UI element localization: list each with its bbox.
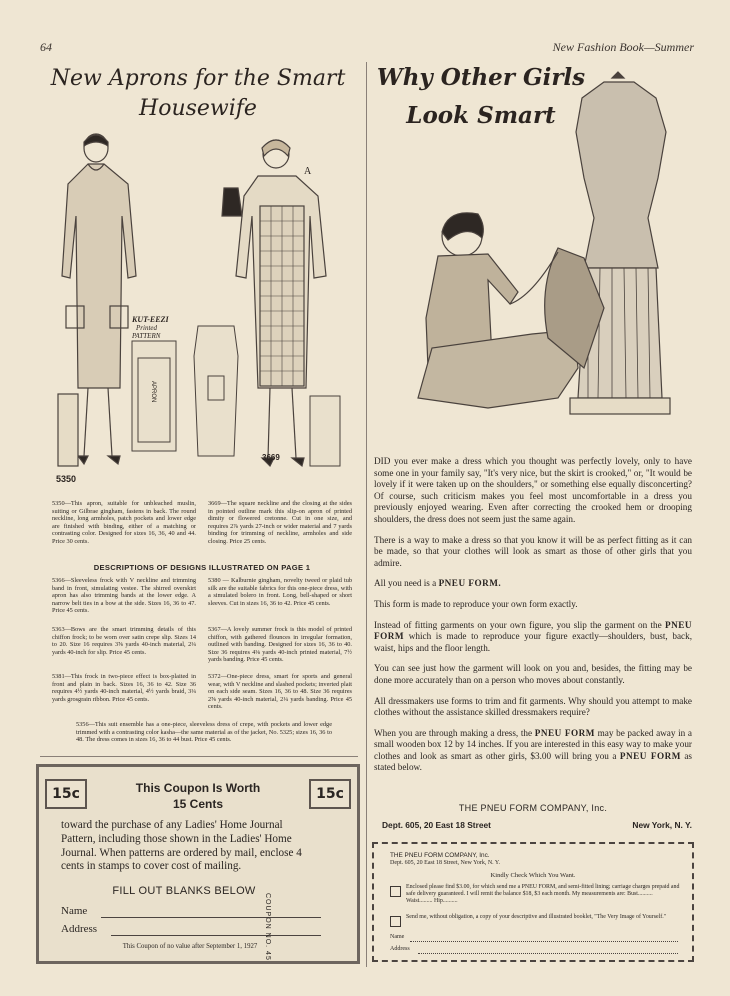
coupon-price-left: 15c [45,779,87,809]
order-address-label: Address [390,946,410,952]
coupon-name-field[interactable] [101,917,321,918]
right-title-line2: Look Smart [406,102,556,129]
coupon-address-field[interactable] [111,935,321,936]
pattern-pattern-label: PATTERN [132,332,161,340]
left-title-line2: Housewife [139,96,257,121]
coupon-title-line2: 15 Cents [172,797,224,811]
pneu-body [374,456,692,783]
right-title-line1: Why Other Girls [376,64,586,91]
order-address-field[interactable] [418,953,678,954]
coupon-name-label: Name [61,905,88,917]
order-name-label: Name [390,934,405,940]
para-3-pre: All you need is a [374,578,439,589]
para-7: All dressmakers use forms to trim and fit garments. Why should you attempt to make clothes without the assistance skilled dressmakers require? [374,695,692,718]
apron-illustrations [48,126,348,492]
order-checkbox-booklet[interactable] [390,916,401,927]
pattern-brand-label: KUT-EEZI [132,315,169,324]
desc-5366: 5366—Sleeveless frock with V neckline and trimming band in front, simulating vestee. The shirred overskirt apron has also trimming bands at the lower edge. A narrow belt ties in a bow at the side. Sizes 16, 36 to 47. Price 45 cents. [52,577,196,615]
para-4: This form is made to reproduce your own form exactly. [374,598,578,609]
para-1-text: DID you ever make a dress which you thought was perfectly lovely, only to have some one in your family say, "It's very nice, but the skirt is crooked," or, "It would be lovely if it were taken up on the shoulders," or something else equally disconcerting? Of course, such criticism makes you feel most uncomfortable in a dress you previously enjoyed wearing. Even after correcting the crooked hem or drooping shoulders, the dress does not seem just the same again. [374,456,692,524]
para-5-pre: Instead of fitting garments on your own figure, you slip the garment on the [374,619,665,630]
company-name: THE PNEU FORM COMPANY, Inc. [458,803,608,813]
para-5 [374,620,692,655]
desc-3669: 3669—The square neckline and the closing at the sides in pointed outline mark this slip-on apron of printed dimity or flowered cretonne. Cut in one size, and requires 2⅞ yards 27-inch or wider material and 7 yards binding for trimming of neckline, armholes and side closing. Price 25 cents. [208,500,352,545]
para-8-post: as stated below. [374,750,693,773]
product-name-2: PNEU FORM [374,619,692,642]
desc-5356: 5356—This suit ensemble has a one-piece, sleeveless dress of crepe, with pockets and lower edge trimmed with a contrasting color kasha—the same material as of the jacket, No. 5325; sizes 16, 36 to 48. The dress comes in sizes 16, 36 to 44 bust. Price 45 cents. [76,721,332,744]
para-2: There is a way to make a dress so that you know it will be as perfect fitting as it can be made, so that your clothes will look as smart as those of other girls that you admire. [374,534,692,568]
product-name-3: PNEU FORM [534,727,595,738]
coupon-fill-out: FILL OUT BLANKS BELOW [112,885,256,897]
column-divider [366,62,367,967]
coupon-address-label: Address [61,923,98,935]
pattern-number-3669: 3669 [262,453,280,462]
para-8 [374,728,692,774]
pattern-number-5350: 5350 [56,474,77,484]
desc-5367: 5367—A lovely summer frock is this model of printed chiffon, with gathered flounces in irregular formation, outlined with banding. Designed for sizes 16, 36 to 40. Size 36 requires 4⅛ yards 40-inch printed material, 7½ yards banding. Price 45 cents. [208,626,352,664]
order-option-booklet: Send me, without obligation, a copy of your descriptive and illustrated booklet, "The Very Image of Yourself." [406,914,667,920]
apron-5350-figure [58,134,136,466]
left-title-line1: New Aprons for the Smart [50,66,346,91]
pneu-form-illustration [408,68,690,440]
coupon-body: toward the purchase of any Ladies' Home Journal Pattern, including those shown in the Ladies' Home Journal. When patterns are ordered by mail, enclose 4 cents in stamps to cover cost of mailing. [61,819,302,873]
order-checkbox-form[interactable] [390,886,401,897]
order-option-form: Enclosed please find $3.00, for which send me a PNEU FORM, and semi-fitted lining; carriage charges prepaid and safe delivery guaranteed. I will remit the balance $18, $3 each month. My measurements are: Bust.......... Waist......... Hip.......... [406,884,680,905]
desc-5363: 5363—Bows are the smart trimming details of this chiffon frock; to be worn over satin crepe slip. Sizes 14 to 20. Size 16 requires 3⅝ yards 40-inch material, 2¼ yards 40-inch for slip. Price 45 cents. [52,626,196,656]
descriptions-heading: DESCRIPTIONS OF DESIGNS ILLUSTRATED ON PAGE 1 [93,563,311,572]
order-instruction: Kindly Check Which You Want. [490,872,576,879]
company-city: New York, N. Y. [632,820,692,830]
publication-title: New Fashion Book—Summer [552,40,694,54]
desc-5350: 5350—This apron, suitable for unbleached muslin, suiting or Gilbrae gingham, fastens in back. The round neckline, long armholes, patch pockets and lower edge are finished with binding, either of a matching or contrasting color. Designed for sizes 16, 36, 40 and 44. Price 30 cents. [52,500,196,545]
order-company: THE PNEU FORM COMPANY, Inc. [390,852,490,859]
desc-5381: 5381—This frock in two-piece effect is box-plaited in front and plain in back. Sizes 16, 36 to 42. Size 36 requires 4½ yards 40-inch material, 4½ yards braid, 3¼ yards grosgrain ribbon. Price 45 cents. [52,673,196,703]
discount-coupon [36,764,360,964]
fig-letter-a: A [304,166,312,177]
company-dept: Dept. 605, 20 East 18 Street [382,820,491,830]
coupon-top-rule [40,756,358,757]
desc-5380: 5380 — Kalburnie gingham, novelty tweed or plaid tub silk are the suitable fabrics for this one-piece dress, with a simulated bolero in front. Long, bell-shaped or short sleeves. Cut in sizes 16, 36 to 42. Price 45 cents. [208,577,352,607]
order-address: Dept. 605, 20 East 18 Street, New York, N. Y. [390,860,500,866]
coupon-title-line1: This Coupon Is Worth [135,781,261,795]
order-coupon [372,842,694,962]
para-1 [374,456,692,526]
para-6: You can see just how the garment will look on you and, besides, the fitting may be done more accurately than on a person who moves about constantly. [374,663,692,685]
product-name-4: PNEU FORM [619,750,681,761]
desc-5372: 5372—One-piece dress, smart for sports and general wear, with V neckline and slashed pockets; inverted plait on each side seam. Sizes 16, 36 to 48. Size 36 requires 2⅝ yards 40-inch material, 2¼ yards banding. Price 45 cents. [208,673,352,711]
order-name-field[interactable] [410,941,678,942]
para-8-mid: may be packed away in a small wooden box 12 by 14 inches. If you are interested in this easy way to make your clothes and look as smart as other girls, $3.00 will bring you a [374,727,692,761]
page-number: 64 [40,40,52,54]
coupon-number-vertical: COUPON NO. 45 [264,893,271,961]
pattern-apron-vertical: APRON [150,381,156,403]
product-name-1: PNEU FORM. [438,578,502,589]
para-8-pre: When you are through making a dress, the [374,727,535,738]
pattern-printed-label: Printed [136,324,157,332]
coupon-price-right: 15c [309,779,351,809]
para-3 [374,578,692,590]
coupon-validity: This Coupon of no value after September 1, 1927 [122,943,258,950]
para-5-post: which is made to reproduce your figure exactly—shoulders, bust, back, waist, hips and the floor length. [374,631,692,653]
